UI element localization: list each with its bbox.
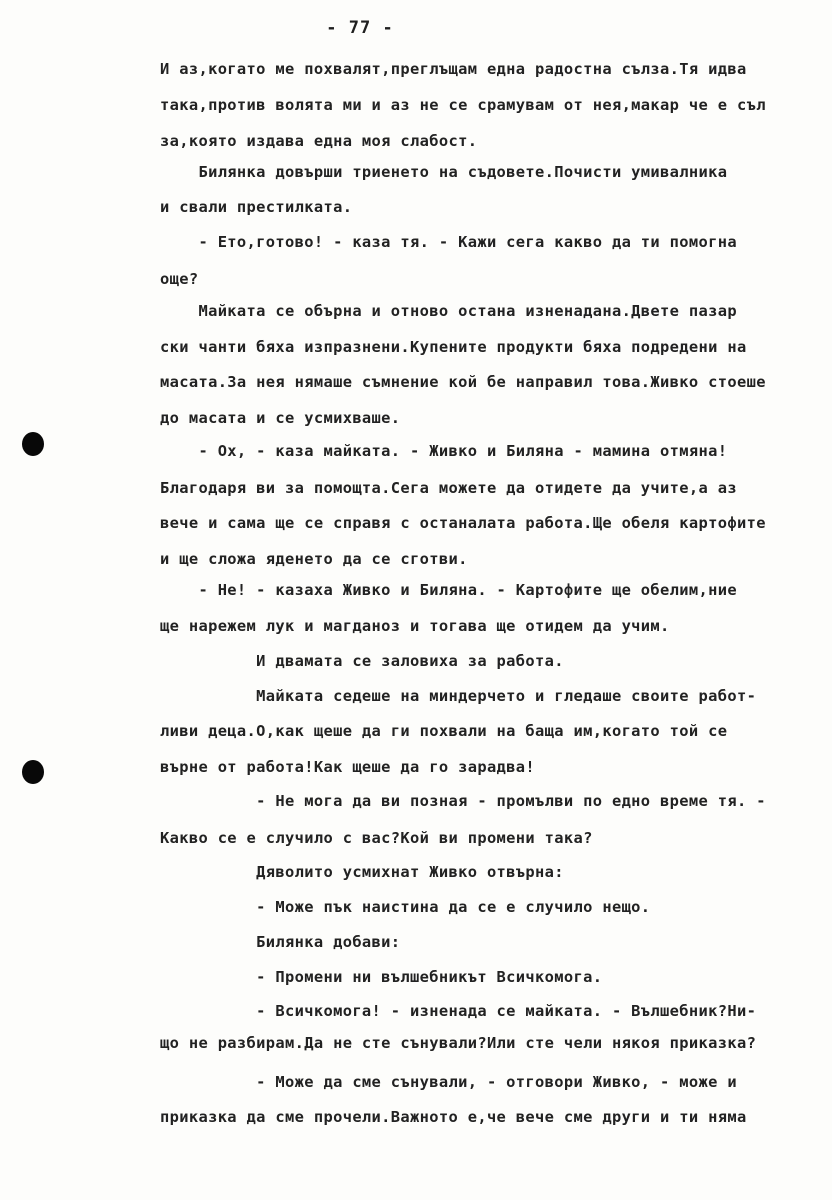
text-line: така,против волята ми и аз не се срамувам от нея,макар че е съл	[160, 96, 766, 114]
text-line: ливи деца.О,как щеше да ги похвали на баща им,когато той се	[160, 722, 728, 740]
text-line: Билянка довърши триенето на съдовете.Почисти умивалника	[160, 163, 728, 181]
text-line: вече и сама ще се справя с останалата работа.Ще обеля картофите	[160, 514, 766, 532]
text-line: И аз,когато ме похвалят,преглъщам една радостна сълза.Тя идва	[160, 60, 747, 78]
text-line: за,която издава една моя слабост.	[160, 132, 478, 150]
text-line: - Ето,готово! - каза тя. - Кажи сега какво да ти помогна	[160, 233, 737, 251]
text-line: - Може да сме сънували, - отговори Живко, - може и	[160, 1073, 737, 1091]
text-line: върне от работа!Как щеше да го зарадва!	[160, 758, 536, 776]
punch-hole-lower	[22, 760, 44, 784]
text-line: Благодаря ви за помощта.Сега можете да отидете да учите,а аз	[160, 479, 737, 497]
text-line: - Не мога да ви позная - промълви по едно време тя. -	[160, 792, 766, 810]
punch-hole-upper	[22, 432, 44, 456]
text-line: Майката седеше на миндерчето и гледаше своите работ-	[160, 687, 757, 705]
text-line: - Не! - казаха Живко и Биляна. - Картофите ще обелим,ние	[160, 581, 737, 599]
text-line: и ще сложа яденето да се сготви.	[160, 550, 468, 568]
text-line: - Промени ни вълшебникът Всичкомога.	[160, 968, 603, 986]
text-line: И двамата се заловиха за работа.	[160, 652, 564, 670]
text-line: масата.За нея нямаше съмнение кой бе направил това.Живко стоеше	[160, 373, 766, 391]
text-line: що не разбирам.Да не сте сънували?Или сте чели някоя приказка?	[160, 1034, 757, 1052]
text-line: ще нарежем лук и магданоз и тогава ще отидем да учим.	[160, 617, 670, 635]
text-line: Майката се обърна и отново остана изненадана.Двете пазар	[160, 302, 737, 320]
text-line: Дяволито усмихнат Живко отвърна:	[160, 863, 564, 881]
text-line: - Ох, - каза майката. - Живко и Биляна - мамина отмяна!	[160, 442, 728, 460]
text-line: - Може пък наистина да се е случило нещо.	[160, 898, 651, 916]
text-line: ски чанти бяха изпразнени.Купените продукти бяха подредени на	[160, 338, 747, 356]
text-line: още?	[160, 270, 199, 288]
text-line: Билянка добави:	[160, 933, 401, 951]
text-line: до масата и се усмихваше.	[160, 409, 401, 427]
text-line: приказка да сме прочели.Важното е,че вече сме други и ти няма	[160, 1108, 747, 1126]
text-line: Какво се е случило с вас?Кой ви промени така?	[160, 829, 593, 847]
text-line: и свали престилката.	[160, 198, 353, 216]
text-line: - Всичкомога! - изненада се майката. - Вълшебник?Ни-	[160, 1002, 757, 1020]
page-number: - 77 -	[326, 18, 394, 38]
